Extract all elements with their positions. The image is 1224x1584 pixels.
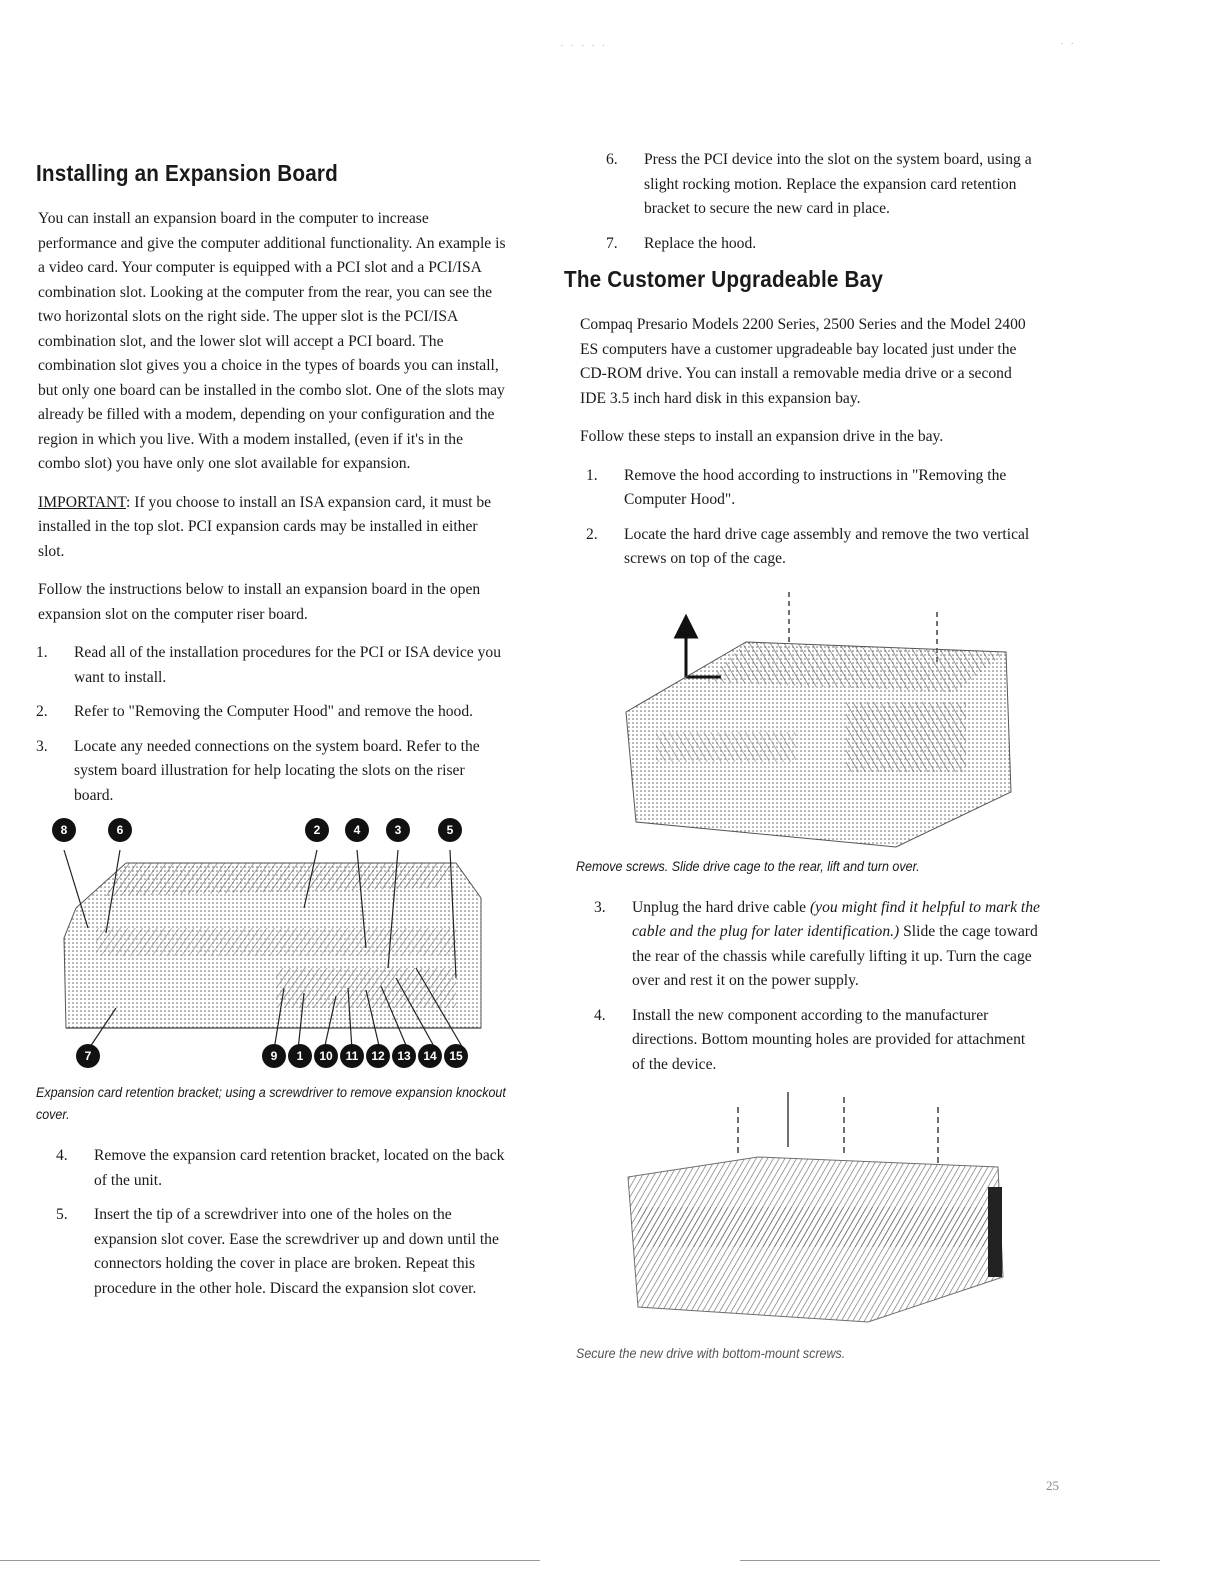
bay-follow-instructions: Follow these steps to install an expansion drive in the bay. bbox=[580, 428, 944, 445]
step-4 bbox=[56, 1144, 506, 1193]
step-text-part: Slide the cage toward the rear of the chassis while carefully lifting it up. Turn the cage over and rest it on the power supply. bbox=[632, 923, 1038, 989]
step-6 bbox=[606, 148, 1040, 222]
step-number: 4. bbox=[594, 1006, 606, 1024]
steps-list-5 bbox=[580, 896, 1040, 1078]
right-column bbox=[564, 148, 1040, 1383]
step-text: Read all of the installation procedures for the PCI or ISA device you want to install. bbox=[74, 644, 501, 686]
step-1 bbox=[36, 641, 506, 690]
callout-marker: 14 bbox=[418, 1044, 442, 1068]
step-number: 5. bbox=[56, 1206, 68, 1223]
callout-marker: 2 bbox=[305, 818, 329, 842]
section-heading-upgradeable-bay: The Customer Upgradeable Bay bbox=[564, 266, 884, 292]
steps-list-3 bbox=[580, 148, 1040, 256]
figure-caption-bottom-mount: Secure the new drive with bottom-mount screws. bbox=[576, 1346, 846, 1362]
chassis-rear-illustration bbox=[36, 818, 506, 1068]
callout-marker: 9 bbox=[262, 1044, 286, 1068]
left-column bbox=[36, 150, 506, 1311]
step-number: 2. bbox=[36, 703, 48, 720]
step-number: 3. bbox=[594, 898, 606, 916]
steps-list-2 bbox=[36, 1144, 506, 1301]
page-number: 25 bbox=[1046, 1478, 1059, 1493]
callout-marker: 5 bbox=[438, 818, 462, 842]
callout-marker: 6 bbox=[108, 818, 132, 842]
bay-step-3 bbox=[594, 896, 1040, 994]
step-number: 7. bbox=[606, 234, 618, 252]
step-3 bbox=[36, 735, 506, 809]
figure-caption-drive-cage: Remove screws. Slide drive cage to the rear, lift and turn over. bbox=[576, 858, 920, 875]
expansion-slot-figure bbox=[36, 818, 506, 1068]
bay-step-1 bbox=[586, 464, 1040, 513]
step-text: Refer to "Removing the Computer Hood" and remove the hood. bbox=[74, 703, 474, 720]
callout-marker: 13 bbox=[392, 1044, 416, 1068]
step-text: Install the new component according to the manufacturer directions. Bottom mounting holes are provided for attachment of the device. bbox=[632, 1006, 1026, 1073]
follow-instructions: Follow the instructions below to install an expansion board in the open expansion slot on the computer riser board. bbox=[38, 581, 481, 623]
drive-cage-figure bbox=[596, 582, 1056, 852]
callout-marker: 1 bbox=[288, 1044, 312, 1068]
step-number: 6. bbox=[606, 151, 618, 168]
bottom-rule bbox=[740, 1560, 1160, 1561]
step-text bbox=[632, 896, 1040, 994]
callout-marker: 10 bbox=[314, 1044, 338, 1068]
callout-marker: 4 bbox=[345, 818, 369, 842]
section-heading-expansion-board: Installing an Expansion Board bbox=[36, 160, 338, 186]
step-number: 4. bbox=[56, 1147, 68, 1164]
step-2 bbox=[36, 700, 506, 725]
steps-list-4 bbox=[580, 464, 1040, 572]
bottom-mount-figure bbox=[618, 1087, 1018, 1337]
steps-list-1 bbox=[36, 641, 506, 808]
bay-step-4 bbox=[594, 1004, 1040, 1078]
step-text: Remove the hood according to instructions in "Removing the Computer Hood". bbox=[624, 466, 1007, 508]
important-note bbox=[36, 491, 506, 565]
step-number: 3. bbox=[36, 737, 48, 755]
scan-artifact: · · bbox=[1060, 38, 1077, 50]
callout-marker: 8 bbox=[52, 818, 76, 842]
callout-marker: 3 bbox=[386, 818, 410, 842]
step-7 bbox=[606, 232, 1040, 257]
step-text: Locate the hard drive cage assembly and remove the two vertical screws on top of the cage. bbox=[624, 525, 1030, 567]
intro-paragraph: You can install an expansion board in the computer to increase performance and give the computer additional functionality. An example is a video card. Your computer is equipped with a PCI slot and a PCI/ISA combination slot. Looking at the computer from the rear, you can see the two horizontal slots on the right side. The upper slot is the PCI/ISA combination slot, and the lower slot will accept a PCI board. The combination slot gives you a choice in the types of boards you can install, but only one board can be installed in the combo slot. One of the slots may already be filled with a modem, depending on your configuration and the region in which you live. With a modem installed, (even if it's in the combo slot) you have only one slot available for expansion. bbox=[38, 210, 506, 472]
step-5 bbox=[56, 1203, 506, 1301]
bay-intro-paragraph: Compaq Presario Models 2200 Series, 2500 Series and the Model 2400 ES computers have a customer upgradeable bay located just under the CD-ROM drive. You can install a removable media drive or a second IDE 3.5 inch hard disk in this expansion bay. bbox=[580, 316, 1026, 407]
step-number: 1. bbox=[36, 644, 48, 661]
step-text: Replace the hood. bbox=[644, 234, 757, 252]
step-text: Insert the tip of a screwdriver into one of the holes on the expansion slot cover. Ease the screwdriver up and down until the connectors holding the cover in place are broken. Repeat this procedure in the other hole. Discard the expansion slot cover. bbox=[94, 1206, 499, 1297]
bottom-rule bbox=[0, 1560, 540, 1561]
step-text: Locate any needed connections on the system board. Refer to the system board illustration for help locating the slots on the riser board. bbox=[74, 737, 480, 804]
step-text: Press the PCI device into the slot on the system board, using a slight rocking motion. Replace the expansion card retention bracket to secure the new card in place. bbox=[644, 151, 1032, 217]
step-text-part: Unplug the hard drive cable bbox=[632, 898, 810, 916]
drive-bottom-illustration bbox=[618, 1087, 1018, 1337]
callout-marker: 12 bbox=[366, 1044, 390, 1068]
important-label: IMPORTANT bbox=[38, 493, 127, 511]
callout-marker: 15 bbox=[444, 1044, 468, 1068]
step-number: 2. bbox=[586, 525, 598, 543]
bay-step-2 bbox=[586, 523, 1040, 572]
step-text: Remove the expansion card retention bracket, located on the back of the unit. bbox=[94, 1147, 505, 1189]
drive-cage-illustration bbox=[596, 582, 1036, 852]
callout-marker: 7 bbox=[76, 1044, 100, 1068]
scan-artifact: · · · · · bbox=[560, 40, 608, 52]
callout-marker: 11 bbox=[340, 1044, 364, 1068]
step-text-italic: (you might find it helpful to mark the cable and the plug for later identification.) bbox=[632, 898, 1040, 940]
step-number: 1. bbox=[586, 466, 598, 484]
important-text: : If you choose to install an ISA expansion card, it must be installed in the top slot. PCI expansion cards may be installed in either slot. bbox=[38, 493, 492, 560]
figure-caption: Expansion card retention bracket; using a screwdriver to remove expansion knockout cover. bbox=[36, 1085, 506, 1123]
